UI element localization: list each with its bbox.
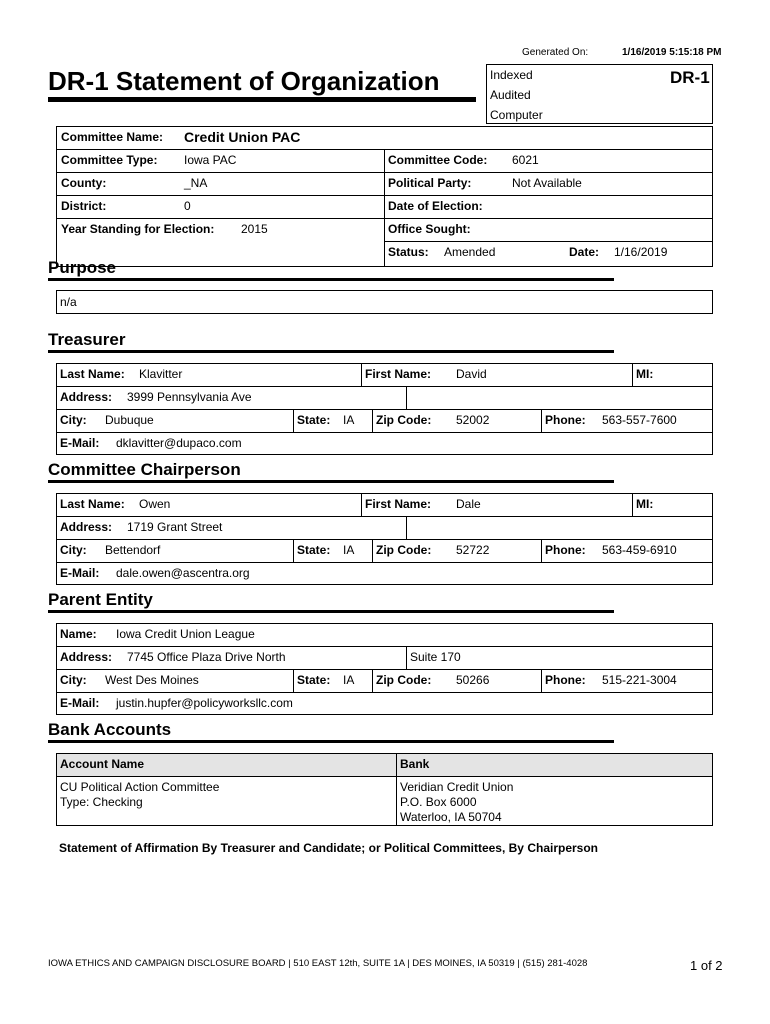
col-bank: Bank: [400, 757, 430, 771]
county: _NA: [184, 176, 208, 190]
parent-underline: [48, 610, 614, 613]
treasurer-address: 3999 Pennsylvania Ave: [127, 390, 252, 404]
page-number: 1 of 2: [690, 958, 723, 973]
date-label: Date:: [569, 245, 600, 259]
committee-name: Credit Union PAC: [184, 129, 301, 145]
title-underline: [48, 97, 476, 102]
chair-address-label: Address:: [60, 520, 113, 534]
purpose-heading: Purpose: [48, 258, 117, 277]
status-label: Status:: [388, 245, 429, 259]
treasurer-last: Klavitter: [139, 367, 183, 381]
footer-text: IOWA ETHICS AND CAMPAIGN DISCLOSURE BOARD | 510 EAST 12th, SUITE 1A | DES MOINES, IA 50319 | (515) 281-4028: [48, 958, 588, 969]
office-sought-label: Office Sought:: [388, 222, 471, 236]
chair-first: Dale: [456, 497, 481, 511]
treasurer-first: David: [456, 367, 487, 381]
parent-address2: Suite 170: [410, 650, 461, 664]
year-label: Year Standing for Election:: [61, 222, 215, 236]
chair-zip: 52722: [456, 543, 490, 557]
account-line2: Type: Checking: [60, 795, 143, 809]
treasurer-last-label: Last Name:: [60, 367, 125, 381]
county-label: County:: [61, 176, 107, 190]
parent-address-label: Address:: [60, 650, 113, 664]
district: 0: [184, 199, 191, 213]
treasurer-underline: [48, 350, 614, 353]
chair-last: Owen: [139, 497, 171, 511]
party: Not Available: [512, 176, 582, 190]
chair-phone: 563-459-6910: [602, 543, 677, 557]
party-label: Political Party:: [388, 176, 472, 190]
check-indexed: Indexed: [490, 68, 533, 82]
treasurer-mi-label: MI:: [636, 367, 654, 381]
parent-address: 7745 Office Plaza Drive North: [127, 650, 286, 664]
parent-zip-label: Zip Code:: [376, 673, 432, 687]
chair-state-label: State:: [297, 543, 331, 557]
treasurer-zip: 52002: [456, 413, 490, 427]
status: Amended: [444, 245, 496, 259]
parent-name-label: Name:: [60, 627, 97, 641]
treasurer-state-label: State:: [297, 413, 331, 427]
committee-code-label: Committee Code:: [388, 153, 488, 167]
bank-heading: Bank Accounts: [48, 720, 172, 739]
chair-mi-label: MI:: [636, 497, 654, 511]
parent-zip: 50266: [456, 673, 490, 687]
chair-email: dale.owen@ascentra.org: [116, 566, 250, 580]
check-audited: Audited: [490, 88, 531, 102]
bank-line2: P.O. Box 6000: [400, 795, 477, 809]
election-date-label: Date of Election:: [388, 199, 483, 213]
bank-table-header: [57, 754, 712, 776]
district-label: District:: [61, 199, 107, 213]
treasurer-phone-label: Phone:: [545, 413, 586, 427]
treasurer-email-label: E-Mail:: [60, 436, 100, 450]
treasurer-zip-label: Zip Code:: [376, 413, 432, 427]
affirmation-statement: Statement of Affirmation By Treasurer and Candidate; or Political Committees, By Chairperson: [59, 841, 598, 855]
chairperson-underline: [48, 480, 614, 483]
chair-first-label: First Name:: [365, 497, 432, 511]
purpose-text: n/a: [60, 295, 77, 309]
parent-email-label: E-Mail:: [60, 696, 100, 710]
account-line1: CU Political Action Committee: [60, 780, 220, 794]
col-account-name: Account Name: [60, 757, 145, 771]
parent-state-label: State:: [297, 673, 331, 687]
chair-state: IA: [343, 543, 355, 557]
chair-city: Bettendorf: [105, 543, 161, 557]
parent-phone: 515-221-3004: [602, 673, 677, 687]
chair-last-label: Last Name:: [60, 497, 125, 511]
parent-name: Iowa Credit Union League: [116, 627, 255, 641]
committee-name-label: Committee Name:: [61, 130, 164, 144]
treasurer-state: IA: [343, 413, 355, 427]
bank-line1: Veridian Credit Union: [400, 780, 514, 794]
chair-address: 1719 Grant Street: [127, 520, 223, 534]
form-code: DR-1: [670, 68, 710, 87]
treasurer-address-label: Address:: [60, 390, 113, 404]
treasurer-phone: 563-557-7600: [602, 413, 677, 427]
treasurer-first-label: First Name:: [365, 367, 432, 381]
chair-zip-label: Zip Code:: [376, 543, 432, 557]
bank-underline: [48, 740, 614, 743]
check-computer: Computer: [490, 108, 543, 122]
committee-type-label: Committee Type:: [61, 153, 158, 167]
year: 2015: [241, 222, 268, 236]
treasurer-city-label: City:: [60, 413, 87, 427]
chair-email-label: E-Mail:: [60, 566, 100, 580]
treasurer-email: dklavitter@dupaco.com: [116, 436, 242, 450]
parent-email: justin.hupfer@policyworksllc.com: [116, 696, 293, 710]
parent-city-label: City:: [60, 673, 87, 687]
committee-type: Iowa PAC: [184, 153, 237, 167]
parent-state: IA: [343, 673, 355, 687]
committee-code: 6021: [512, 153, 539, 167]
chair-city-label: City:: [60, 543, 87, 557]
page-title: DR-1 Statement of Organization: [48, 66, 440, 96]
parent-phone-label: Phone:: [545, 673, 586, 687]
parent-city: West Des Moines: [105, 673, 199, 687]
chairperson-heading: Committee Chairperson: [48, 460, 241, 479]
purpose-box: [56, 290, 713, 314]
treasurer-city: Dubuque: [105, 413, 154, 427]
treasurer-heading: Treasurer: [48, 330, 126, 349]
date: 1/16/2019: [614, 245, 668, 259]
parent-heading: Parent Entity: [48, 590, 153, 609]
bank-line3: Waterloo, IA 50704: [400, 810, 502, 824]
generated-label: Generated On:: [522, 47, 589, 58]
chair-phone-label: Phone:: [545, 543, 586, 557]
generated-value: 1/16/2019 5:15:18 PM: [622, 47, 722, 58]
purpose-underline: [48, 278, 614, 281]
